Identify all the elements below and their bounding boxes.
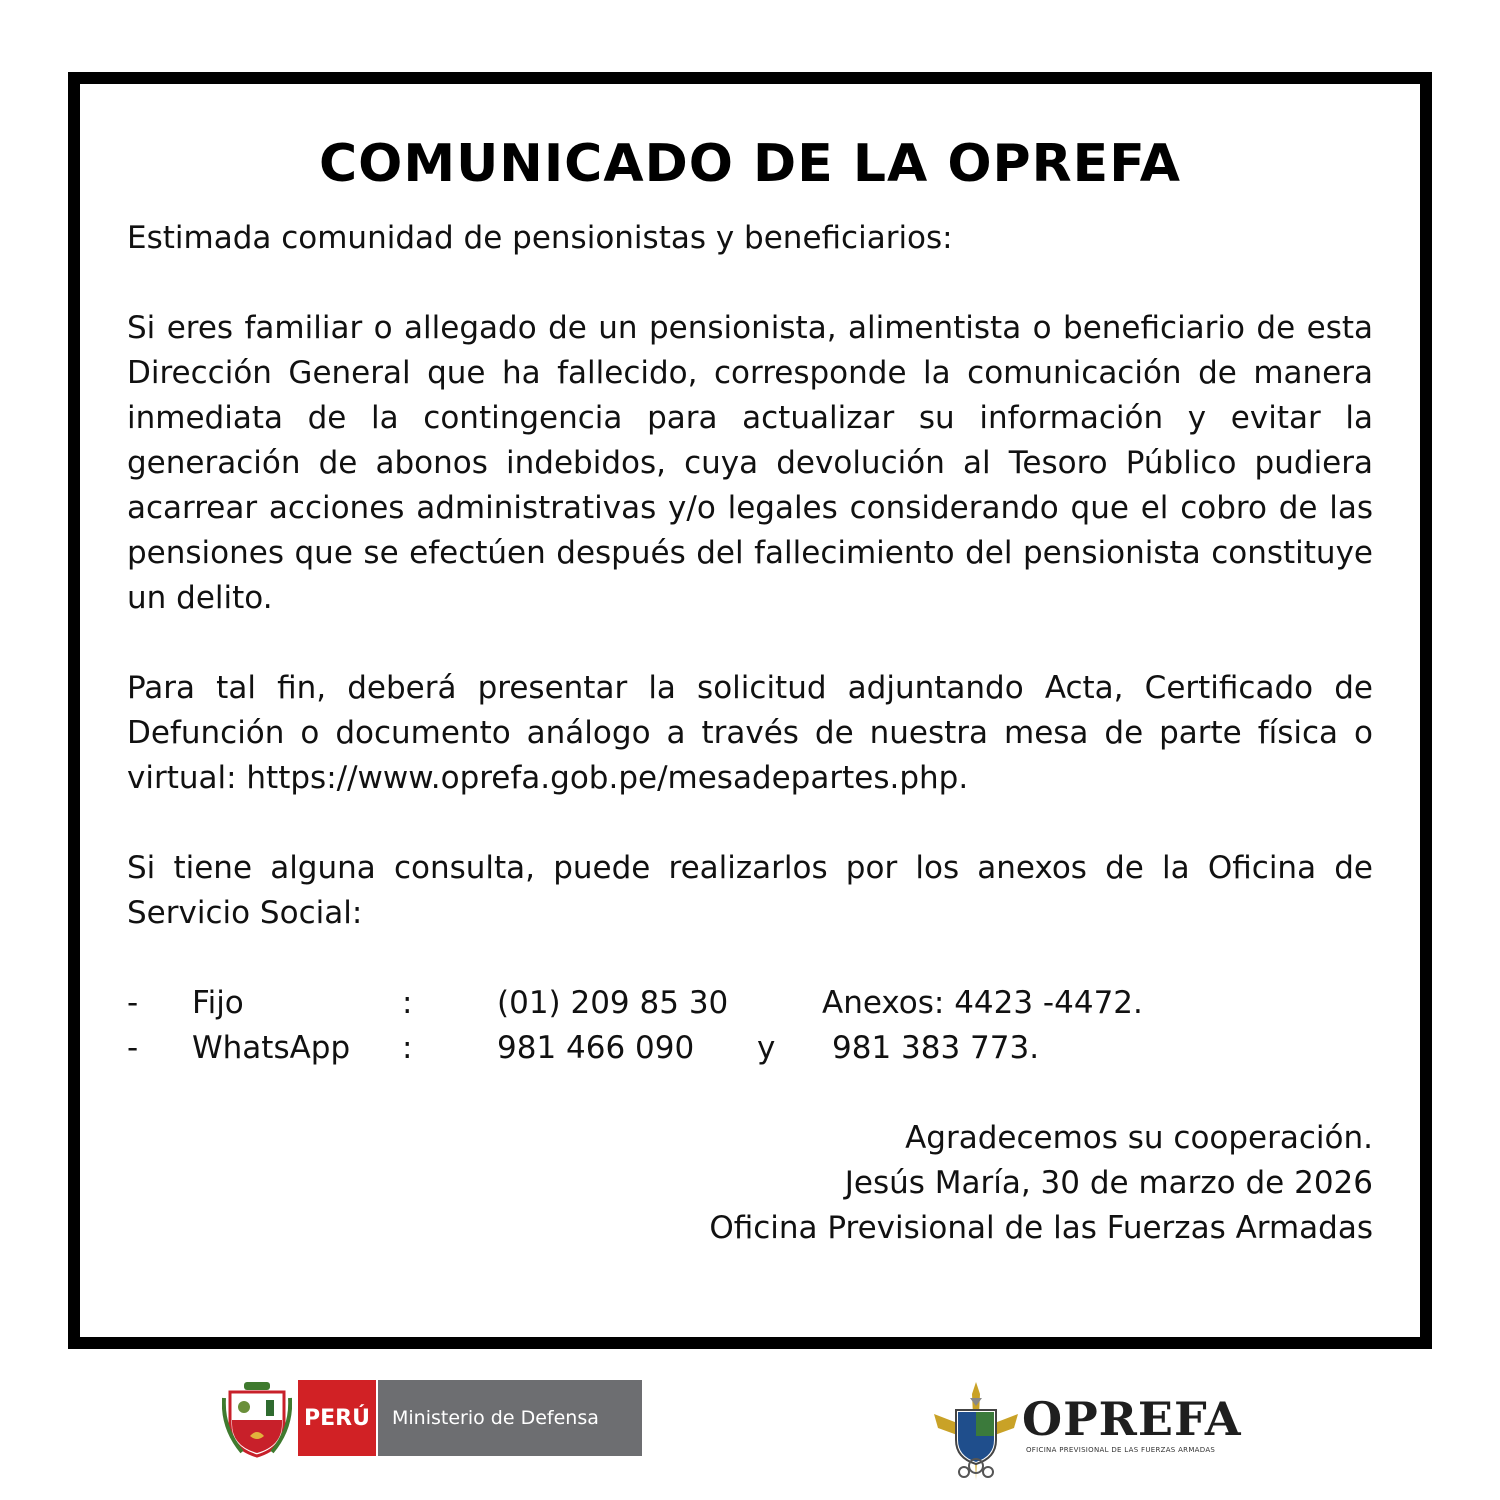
contact-whatsapp-1: 981 466 090 — [497, 1030, 695, 1066]
paragraph-deceased-notice: Si eres familiar o allegado de un pensionista, alimentista o beneficiario de esta Dirección General que ha fallecido, corresponde la comunicación de manera inmediata de la contingencia para actualizar su información y evitar la generación de abonos indebidos, cuya devolución al Tesoro Público pudiera acarrear acciones administrativas y/o legales considerando que el cobro de las pensiones que se efectúen después del fallecimiento del pensionista constituye un delito. — [127, 310, 1373, 616]
list-bullet: - — [127, 1030, 139, 1066]
contact-conjunction: y — [757, 1030, 776, 1066]
peru-label: PERÚ — [298, 1380, 376, 1456]
oprefa-wordmark: OPREFA — [1022, 1392, 1242, 1446]
closing-place-date: Jesús María, 30 de marzo de 2026 — [844, 1165, 1373, 1201]
oprefa-subtitle: OFICINA PREVISIONAL DE LAS FUERZAS ARMADAS — [1026, 1446, 1216, 1454]
closing-thanks: Agradecemos su cooperación. — [905, 1120, 1373, 1156]
ministry-label: Ministerio de Defensa — [378, 1380, 642, 1456]
notice-body — [127, 216, 1373, 1251]
contact-whatsapp-2: 981 383 773. — [832, 1030, 1040, 1066]
contact-label: Fijo — [192, 985, 244, 1021]
ministry-of-defense-logo — [222, 1378, 642, 1458]
peru-coat-of-arms-icon — [222, 1378, 292, 1458]
oprefa-logo — [930, 1380, 1242, 1485]
contact-extensions: Anexos: 4423 -4472. — [822, 985, 1143, 1021]
greeting: Estimada comunidad de pensionistas y beneficiarios: — [127, 220, 953, 256]
page-title: COMUNICADO DE LA OPREFA — [318, 134, 1182, 194]
contact-colon: : — [402, 1030, 413, 1066]
closing-block — [127, 1116, 1373, 1251]
contact-row-whatsapp — [127, 1026, 1373, 1071]
contact-colon: : — [402, 985, 413, 1021]
notice-frame — [68, 72, 1432, 1349]
contact-row-fijo — [127, 981, 1373, 1026]
closing-office: Oficina Previsional de las Fuerzas Armadas — [709, 1210, 1373, 1246]
list-bullet: - — [127, 985, 139, 1021]
contact-phone: (01) 209 85 30 — [497, 985, 729, 1021]
paragraph-requirements: Para tal fin, deberá presentar la solicitud adjuntando Acta, Certificado de Defunción o documento análogo a través de nuestra mesa de parte física o virtual: https://www.oprefa.gob.pe/mesadepartes.php. — [127, 670, 1373, 796]
contact-label: WhatsApp — [192, 1030, 351, 1066]
contact-list — [127, 981, 1373, 1071]
oprefa-emblem-icon — [930, 1380, 1022, 1485]
paragraph-consultation: Si tiene alguna consulta, puede realizarlos por los anexos de la Oficina de Servicio Social: — [127, 850, 1373, 931]
